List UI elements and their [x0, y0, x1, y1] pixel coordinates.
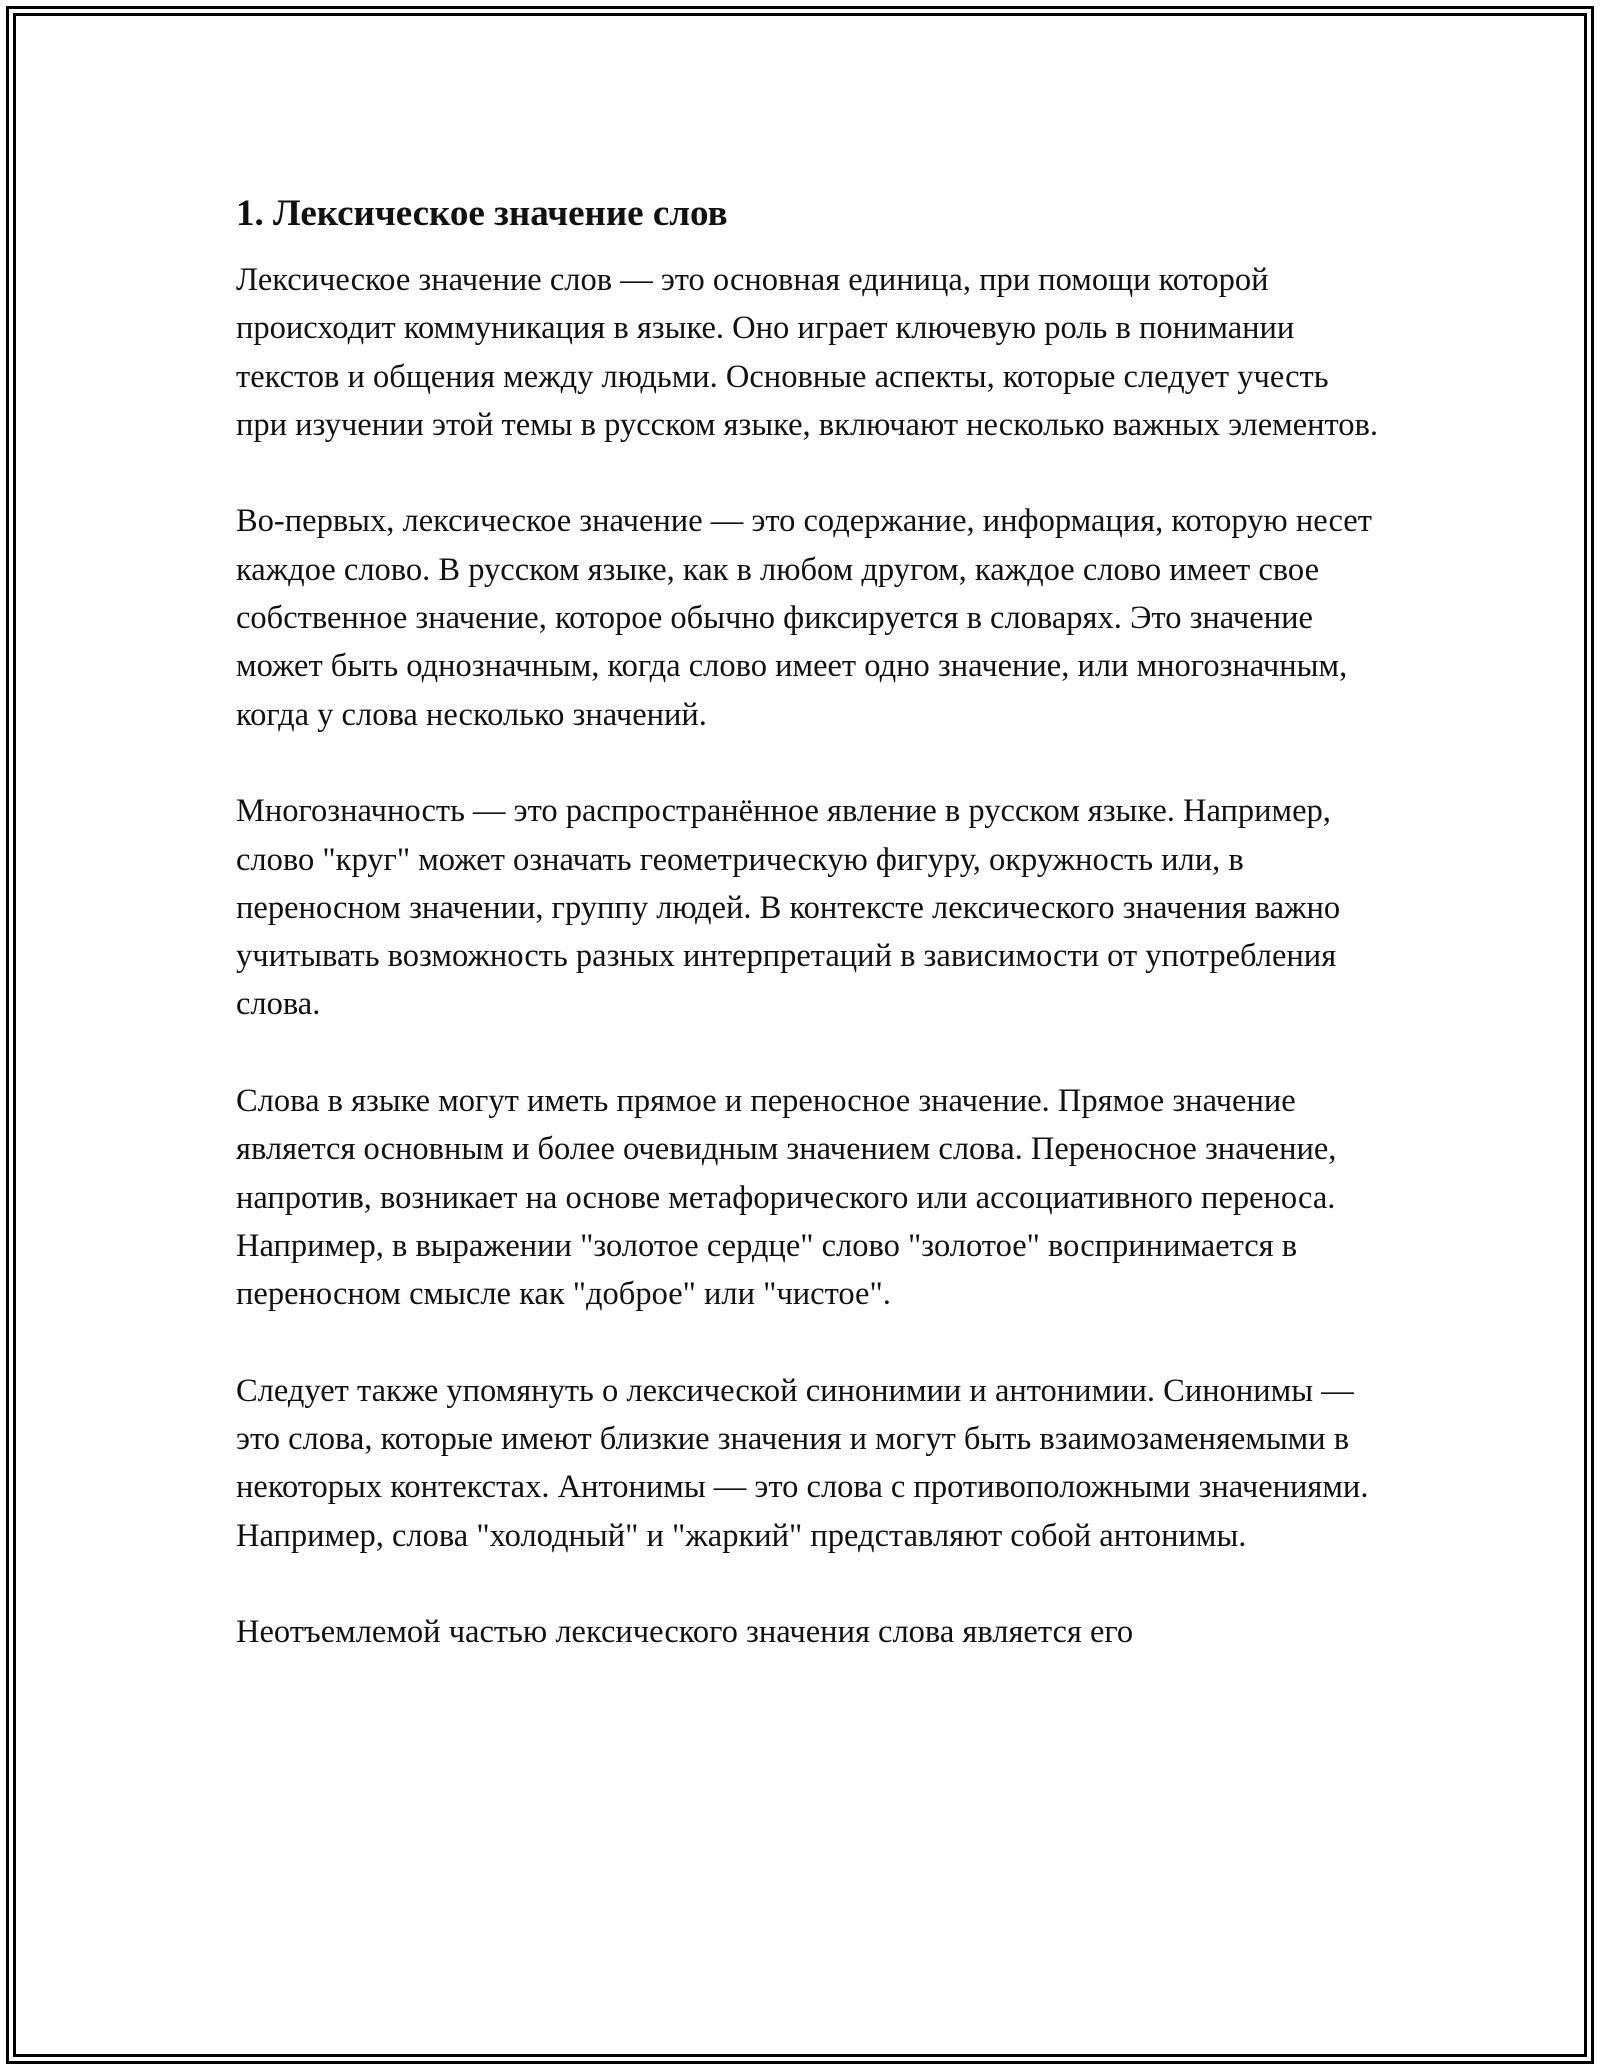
- paragraph-polysemy: Многозначность — это распространённое явление в русском языке. Например, слово "круг" может означать геометрическую фигуру, окружность или, в переносном значении, группу людей. В контексте лексического значения важно учитывать возможность разных интерпретаций в зависимости от употребления слова.: [236, 793, 1341, 1023]
- paragraph-direct-figurative: Слова в языке могут иметь прямое и переносное значение. Прямое значение является основным и более очевидным значением слова. Переносное значение, напротив, возникает на основе метафорического или ассоциативного переноса. Например, в выражении "золотое сердце" слово "золотое" воспринимается в переносном смысле как "доброе" или "чистое".: [236, 1083, 1337, 1313]
- paragraph-continuation: Неотъемлемой частью лексического значения слова является его: [236, 1614, 1134, 1651]
- paragraph-synonyms-antonyms: Следует также упомянуть о лексической синонимии и антонимии. Синонимы — это слова, которые имеют близкие значения и могут быть взаимозаменяемыми в некоторых контекстах. Антонимы — это слова с противоположными значениями. Например, слова "холодный" и "жаркий" представляют собой антонимы.: [236, 1372, 1369, 1554]
- paragraph-first-point: Во-первых, лексическое значение — это содержание, информация, которую несет каждое слово. В русском языке, как в любом другом, каждое слово имеет свое собственное значение, которое обычно фиксируется в словарях. Это значение может быть однозначным, когда слово имеет одно значение, или многозначным, когда у слова несколько значений.: [236, 503, 1372, 733]
- paragraph-intro: Лексическое значение слов — это основная единица, при помощи которой происходит коммуникация в языке. Оно играет ключевую роль в понимании текстов и общения между людьми. Основные аспекты, которые следует учесть при изучении этой темы в русском языке, включают несколько важных элементов.: [236, 262, 1379, 443]
- section-heading: 1. Лексическое значение слов: [236, 193, 728, 234]
- document-body: [236, 188, 1386, 1705]
